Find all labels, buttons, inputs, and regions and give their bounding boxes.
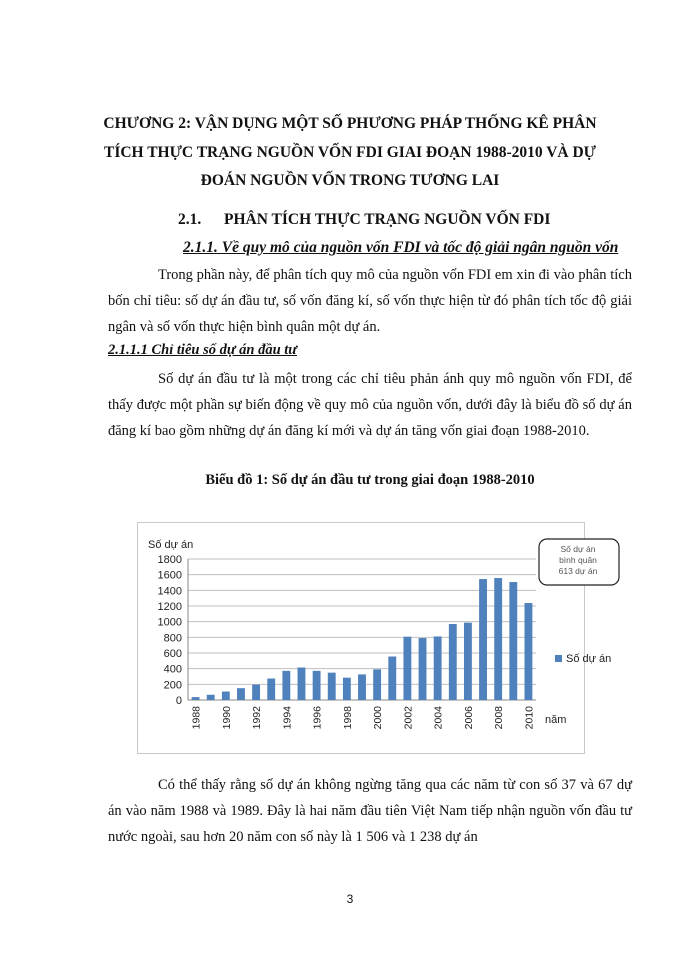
- bar-1998: [343, 678, 351, 700]
- x-tick-label: 1992: [251, 706, 264, 730]
- y-tick-labels: [158, 554, 182, 707]
- x-tick-label: 1996: [311, 706, 324, 730]
- chart-svg: [138, 523, 612, 753]
- bars: [192, 578, 533, 700]
- x-tick-label: 2002: [402, 706, 415, 730]
- subheading-project-count: 2.1.1.1 Chỉ tiêu số dự án đầu tư: [108, 342, 297, 358]
- x-tick-label: 1988: [190, 706, 203, 730]
- bar-2007: [479, 579, 487, 700]
- legend-label: Số dự án: [566, 653, 612, 665]
- y-axis-title: Số dự án: [148, 539, 194, 551]
- x-tick-label: 1998: [341, 706, 354, 730]
- x-tick-labels: [191, 706, 536, 730]
- paragraph-project-count-text: Số dự án đầu tư là một trong các chỉ tiêu phản ánh quy mô nguồn vốn FDI, để thấy được một phần sự biến động về quy mô của nguồn vốn, dưới đây là biểu đồ số dự án đăng kí bao gồm những dự án đăng kí mới và dự án tăng vốn giai đoạn 1988-2010.: [108, 371, 632, 439]
- bar-1990: [222, 692, 230, 700]
- paragraph-analysis: [108, 772, 632, 850]
- bar-2002: [403, 637, 411, 700]
- x-axis-title: năm: [545, 714, 567, 726]
- section-title: PHÂN TÍCH THỰC TRẠNG NGUỒN VỐN FDI: [224, 211, 551, 228]
- x-tick-label: 2010: [523, 706, 536, 730]
- annotation-line-1: Số dự án: [560, 544, 596, 554]
- paragraph-analysis-text: Có thể thấy rằng số dự án không ngừng tăng qua các năm từ con số 37 và 67 dự án vào năm 1988 và 1989. Đây là hai năm đầu tiên Việt Nam tiếp nhận nguồn vốn đầu tư nước ngoài, sau hơn 20 năm con số này là 1 506 và 1 238 dự án: [108, 777, 632, 845]
- x-tick-label: 2006: [462, 706, 475, 730]
- bar-2000: [373, 669, 381, 700]
- x-tick-label: 1990: [220, 706, 233, 730]
- annotation-line-3: 613 dự án: [558, 566, 598, 576]
- page-number: 3: [346, 892, 354, 906]
- paragraph-project-count: [108, 366, 632, 444]
- y-tick-label: 1200: [157, 601, 182, 613]
- y-tick-label: 600: [163, 648, 182, 660]
- bar-2001: [388, 657, 396, 700]
- y-tick-label: 1600: [157, 569, 182, 582]
- bar-chart: [137, 522, 612, 754]
- x-tick-label: 1994: [281, 706, 294, 730]
- legend-swatch: [555, 655, 562, 662]
- section-heading: [178, 211, 550, 229]
- chapter-title: [60, 110, 640, 196]
- x-tick-label: 2004: [432, 706, 445, 730]
- bar-1991: [237, 688, 245, 700]
- bar-1997: [328, 673, 336, 700]
- bar-1994: [282, 671, 290, 700]
- y-tick-label: 1800: [157, 554, 182, 566]
- bar-1999: [358, 674, 366, 700]
- y-tick-label: 800: [163, 632, 182, 645]
- y-tick-label: 0: [175, 695, 182, 707]
- bar-2004: [434, 636, 442, 700]
- x-tick-label: 2000: [372, 706, 385, 730]
- bar-1995: [298, 667, 306, 700]
- chapter-title-line-1: CHƯƠNG 2: VẬN DỤNG MỘT SỐ PHƯƠNG PHÁP THỐNG KÊ PHÂN: [103, 115, 597, 132]
- bar-2010: [525, 603, 533, 700]
- x-tick-label: 2008: [493, 706, 506, 730]
- bar-1996: [313, 671, 321, 700]
- y-tick-label: 400: [163, 663, 182, 676]
- section-number: 2.1.: [178, 211, 202, 228]
- bar-1989: [207, 695, 215, 700]
- chapter-title-line-2: TÍCH THỰC TRẠNG NGUỒN VỐN FDI GIAI ĐOẠN 1988-2010 VÀ DỰ: [103, 143, 596, 161]
- bar-1988: [192, 697, 200, 700]
- paragraph-intro: [108, 262, 632, 340]
- bar-2005: [449, 624, 457, 700]
- chart-caption: Biểu đồ 1: Số dự án đầu tư trong giai đoạn 1988-2010: [205, 472, 535, 488]
- y-tick-label: 200: [163, 679, 182, 692]
- bar-1992: [252, 685, 260, 700]
- bar-2009: [509, 582, 517, 700]
- bar-1993: [267, 679, 275, 700]
- y-tick-label: 1400: [157, 585, 182, 598]
- bar-2003: [419, 638, 427, 700]
- chapter-title-line-3: ĐOÁN NGUỒN VỐN TRONG TƯƠNG LAI: [200, 172, 500, 189]
- paragraph-intro-text: Trong phần này, để phân tích quy mô của nguồn vốn FDI em xin đi vào phân tích bốn chỉ tiêu: số dự án đầu tư, số vốn đăng kí, số vốn thực hiện từ đó phân tích tốc độ giải ngân và số vốn thực hiện bình quân một dự án.: [108, 267, 632, 335]
- y-tick-label: 1000: [157, 616, 182, 629]
- bar-2006: [464, 623, 472, 700]
- subsection-heading: 2.1.1. Về quy mô của nguồn vốn FDI và tốc độ giải ngân nguồn vốn: [183, 239, 619, 256]
- bar-2008: [494, 578, 502, 700]
- annotation-line-2: bình quân: [559, 555, 597, 565]
